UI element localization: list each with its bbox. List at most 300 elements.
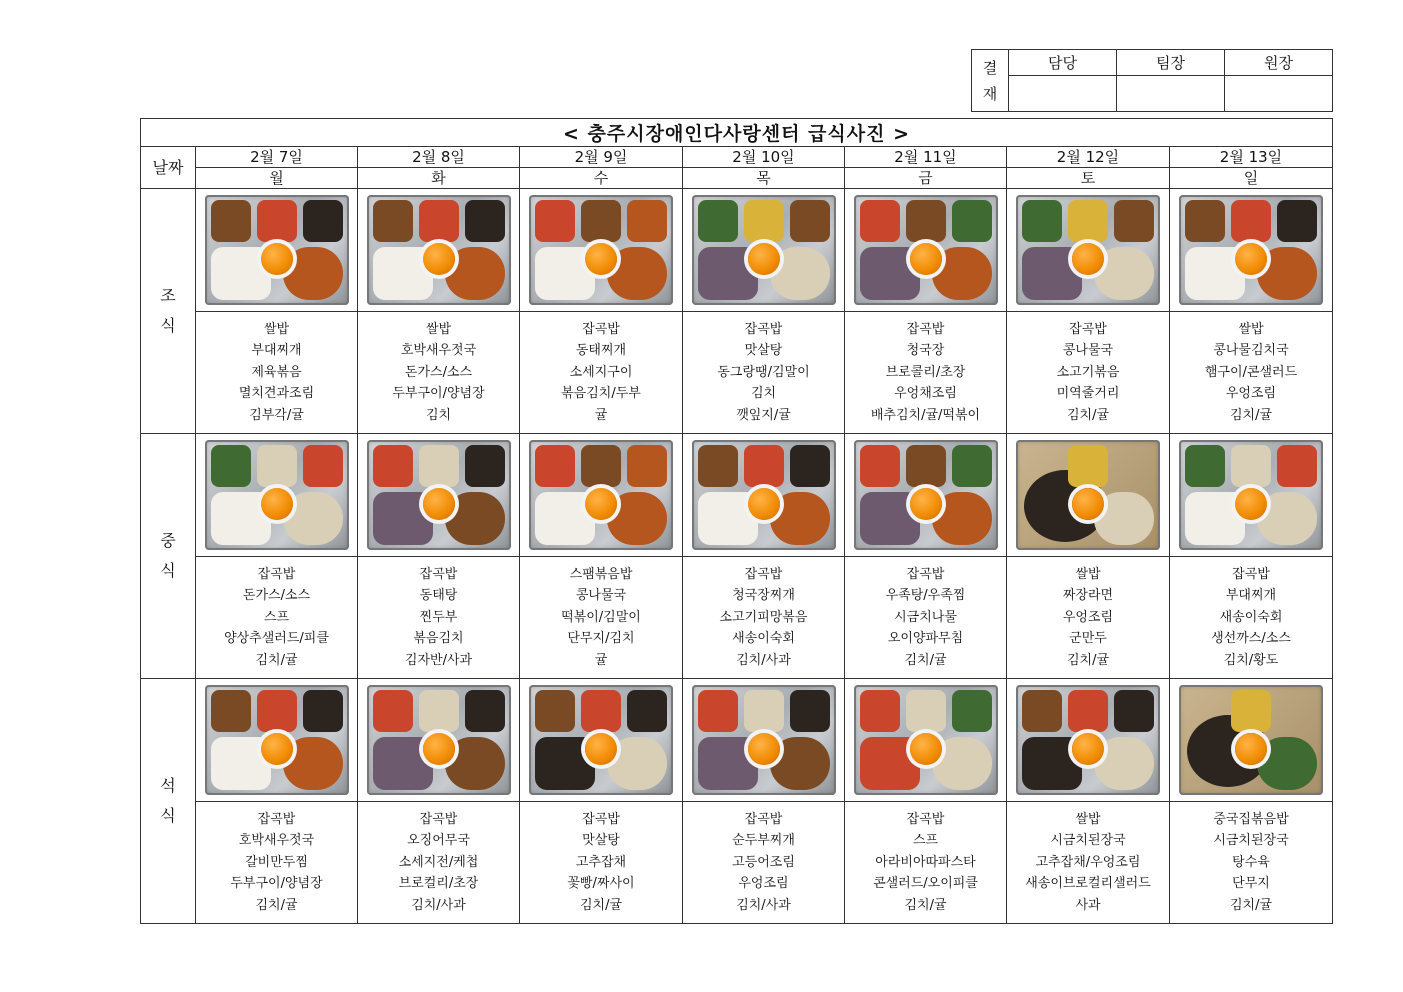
menu-list (520, 809, 682, 916)
dish-compartment (1231, 690, 1271, 732)
menu-item: 군만두 (1069, 631, 1107, 647)
menu-list (1007, 319, 1169, 426)
dish-compartment (1231, 200, 1271, 242)
menu-item: 동태탕 (419, 588, 458, 604)
photo-cell (683, 679, 845, 802)
menu-list (845, 809, 1006, 916)
menu-item: 잡곡밥 (744, 811, 783, 827)
dish-compartment (744, 200, 784, 242)
fruit-bowl (910, 243, 942, 275)
meal-photo[interactable] (692, 685, 836, 795)
fruit-bowl (1235, 733, 1267, 765)
menu-item: 쌀밥 (1075, 566, 1101, 582)
menu-item: 맛살탕 (582, 833, 620, 849)
menu-cell (683, 557, 845, 679)
dish-compartment (419, 445, 459, 487)
menu-item: 김치/귤 (1066, 652, 1110, 668)
date-cell: 2월 8일 (358, 147, 520, 168)
menu-item: 동그랑땡/김말이 (717, 364, 810, 380)
dish-compartment (952, 690, 992, 732)
weekday-cell: 일 (1170, 168, 1333, 189)
meal-label-lunch (141, 434, 196, 679)
menu-item: 잡곡밥 (257, 566, 296, 582)
menu-cell (520, 312, 683, 434)
menu-list (358, 564, 519, 671)
menu-item: 청국장찌개 (732, 588, 795, 604)
weekday-cell: 금 (845, 168, 1007, 189)
menu-cell (845, 312, 1007, 434)
menu-cell (358, 557, 520, 679)
dish-compartment (744, 690, 784, 732)
menu-item: 잡곡밥 (906, 321, 945, 337)
menu-item: 김자반/사과 (404, 652, 473, 668)
menu-cell (196, 557, 358, 679)
dish-compartment (1068, 690, 1108, 732)
dish-compartment (465, 200, 505, 242)
menu-item: 김치/귤 (579, 897, 623, 913)
dish-compartment (257, 690, 297, 732)
menu-cell (845, 802, 1007, 924)
menu-item: 고추잡채 (575, 854, 627, 870)
meal-photo[interactable] (854, 685, 998, 795)
date-cell: 2월 11일 (845, 147, 1007, 168)
meal-photo[interactable] (854, 440, 998, 550)
fruit-bowl (910, 733, 942, 765)
meal-photo[interactable] (692, 195, 836, 305)
menu-item: 스프 (912, 833, 939, 849)
dish-compartment (303, 200, 343, 242)
meal-photo[interactable] (205, 195, 349, 305)
fruit-bowl (1072, 733, 1104, 765)
menu-item: 김치/귤 (904, 652, 947, 668)
date-cell: 2월 10일 (683, 147, 845, 168)
menu-item: 단무지/김치 (567, 631, 635, 647)
meal-label-text (141, 771, 195, 831)
dish-compartment (581, 445, 621, 487)
photo-cell (1007, 679, 1170, 802)
menu-item: 볶음김치 (413, 631, 464, 647)
menu-item: 김치/귤 (1229, 897, 1273, 913)
date-cell: 2월 9일 (520, 147, 683, 168)
menu-item: 쌀밥 (1075, 811, 1101, 827)
menu-item: 우엉조림 (1062, 609, 1114, 625)
meal-label-char: 식 (160, 316, 176, 335)
photo-cell (358, 189, 520, 312)
menu-item: 김치/귤 (904, 897, 947, 913)
dish-compartment (1068, 200, 1108, 242)
dish-compartment (1185, 445, 1225, 487)
menu-item: 꽃빵/짜사이 (567, 876, 635, 892)
approval-role-director: 원장 (1225, 50, 1333, 76)
meal-photo[interactable] (529, 440, 673, 550)
menu-item: 단무지 (1232, 876, 1270, 892)
date-cell: 2월 13일 (1170, 147, 1333, 168)
approval-label-bottom: 재 (982, 84, 998, 103)
menu-item: 콩나물국 (1062, 343, 1114, 359)
menu-item: 호박새우젓국 (238, 833, 315, 849)
menu-item: 갈비만두찜 (245, 854, 308, 870)
dish-compartment (465, 690, 505, 732)
menu-item: 브로컬리/초장 (398, 876, 479, 892)
meal-label-dinner (141, 679, 196, 924)
menu-item: 우족탕/우족찜 (885, 588, 966, 604)
approval-label (972, 50, 1009, 112)
menu-item: 잡곡밥 (744, 566, 783, 582)
fruit-bowl (261, 488, 293, 520)
menu-item: 김부각/귤 (249, 407, 304, 423)
menu-item: 소고기피망볶음 (719, 609, 808, 625)
dish-compartment (257, 445, 297, 487)
menu-item: 잡곡밥 (419, 811, 458, 827)
weekday-cell: 목 (683, 168, 845, 189)
menu-item: 김치 (425, 407, 452, 423)
menu-item: 고추잡채/우엉조림 (1035, 854, 1141, 870)
dish-compartment (373, 200, 413, 242)
meal-label-text (141, 281, 195, 341)
menu-item: 돈가스/소스 (404, 364, 473, 380)
dish-compartment (1277, 200, 1317, 242)
menu-cell (1170, 557, 1333, 679)
menu-item: 두부구이/양념장 (392, 386, 485, 402)
meal-photo-sheet (140, 118, 1333, 924)
menu-item: 김치/사과 (736, 897, 791, 913)
dish-compartment (906, 200, 946, 242)
menu-item: 햄구이/콘샐러드 (1204, 364, 1298, 380)
meal-photo[interactable] (205, 685, 349, 795)
photo-cell (358, 434, 520, 557)
menu-item: 순두부찌개 (732, 833, 795, 849)
dish-compartment (790, 690, 830, 732)
menu-cell (196, 802, 358, 924)
photo-cell (683, 434, 845, 557)
meal-photo[interactable] (367, 440, 511, 550)
photo-cell (196, 434, 358, 557)
dish-compartment (1185, 200, 1225, 242)
meal-label-char: 조 (160, 286, 176, 305)
menu-item: 짜장라면 (1062, 588, 1114, 604)
dish-compartment (860, 690, 900, 732)
weekday-cell: 월 (196, 168, 358, 189)
menu-item: 우엉조림 (1225, 386, 1277, 402)
dish-compartment (211, 200, 251, 242)
menu-list (1007, 564, 1169, 671)
dish-compartment (627, 690, 667, 732)
menu-item: 소세지구이 (569, 364, 633, 380)
menu-item: 잡곡밥 (906, 811, 945, 827)
fruit-bowl (585, 488, 617, 520)
menu-item: 잡곡밥 (1069, 321, 1107, 337)
fruit-bowl (423, 243, 455, 275)
menu-item: 시금치된장국 (1213, 833, 1289, 849)
dish-compartment (211, 690, 251, 732)
dish-compartment (419, 690, 459, 732)
photo-cell (1170, 189, 1333, 312)
meal-photo[interactable] (529, 685, 673, 795)
menu-item: 부대찌개 (1225, 588, 1277, 604)
dish-compartment (581, 690, 621, 732)
menu-item: 소세지전/케첩 (398, 854, 479, 870)
dish-compartment (952, 445, 992, 487)
menu-item: 맛살탕 (744, 343, 783, 359)
meal-photo[interactable] (1016, 685, 1160, 795)
date-cell: 2월 12일 (1007, 147, 1170, 168)
menu-list (520, 319, 682, 426)
menu-item: 부대찌개 (251, 343, 302, 359)
menu-item: 생선까스/소스 (1211, 631, 1291, 647)
dish-compartment (1114, 690, 1154, 732)
menu-item: 브로콜리/초장 (885, 364, 966, 380)
menu-item: 동태찌개 (575, 343, 627, 359)
menu-item: 잡곡밥 (582, 321, 620, 337)
dish-compartment (1022, 690, 1062, 732)
dish-compartment (465, 445, 505, 487)
photo-cell (196, 679, 358, 802)
photo-cell (358, 679, 520, 802)
approval-role-manager: 담당 (1009, 50, 1117, 76)
dish-compartment (698, 200, 738, 242)
fruit-bowl (423, 488, 455, 520)
fruit-bowl (748, 733, 780, 765)
menu-cell (1170, 802, 1333, 924)
date-header-label: 날짜 (141, 147, 196, 189)
meal-photo[interactable] (529, 195, 673, 305)
fruit-bowl (261, 733, 293, 765)
dish-compartment (627, 445, 667, 487)
menu-list (1170, 564, 1332, 671)
dish-compartment (303, 445, 343, 487)
menu-item: 우엉채조림 (894, 386, 957, 402)
meal-label-char: 석 (160, 776, 176, 795)
menu-item: 김치/귤 (1066, 407, 1110, 423)
menu-item: 떡볶이/김말이 (561, 609, 641, 625)
dish-compartment (906, 445, 946, 487)
photo-cell (520, 189, 683, 312)
menu-item: 김치 (750, 386, 777, 402)
meal-label-char: 식 (160, 806, 176, 825)
meal-label-breakfast (141, 189, 196, 434)
menu-item: 김치/귤 (255, 897, 298, 913)
dish-compartment (419, 200, 459, 242)
menu-item: 양상추샐러드/피클 (224, 631, 329, 647)
menu-item: 시금치된장국 (1050, 833, 1126, 849)
menu-cell (845, 557, 1007, 679)
dish-compartment (535, 200, 575, 242)
dish-compartment (906, 690, 946, 732)
meal-photo[interactable] (1179, 440, 1323, 550)
approval-label-top: 결 (982, 58, 998, 77)
approval-sign-director[interactable] (1225, 75, 1333, 111)
date-cell: 2월 7일 (196, 147, 358, 168)
menu-cell (683, 312, 845, 434)
dish-compartment (257, 200, 297, 242)
menu-item: 제육볶음 (251, 364, 302, 380)
menu-list (196, 809, 357, 916)
menu-item: 콘샐러드/오이피클 (873, 876, 978, 892)
menu-item: 잡곡밥 (582, 811, 620, 827)
menu-list (520, 564, 682, 671)
fruit-bowl (585, 243, 617, 275)
dish-compartment (698, 445, 738, 487)
dish-compartment (535, 445, 575, 487)
photo-cell (1007, 434, 1170, 557)
fruit-bowl (1235, 243, 1267, 275)
menu-item: 사과 (1075, 897, 1101, 913)
dish-compartment (373, 445, 413, 487)
approval-sign-manager[interactable] (1009, 75, 1117, 111)
fruit-bowl (423, 733, 455, 765)
photo-cell (683, 189, 845, 312)
menu-cell (196, 312, 358, 434)
weekday-cell: 수 (520, 168, 683, 189)
menu-item: 호박새우젓국 (400, 343, 477, 359)
photo-cell (1170, 679, 1333, 802)
fruit-bowl (1072, 488, 1104, 520)
weekday-cell: 토 (1007, 168, 1170, 189)
menu-item: 김치/사과 (411, 897, 466, 913)
menu-cell (1007, 802, 1170, 924)
approval-role-team-lead: 팀장 (1117, 50, 1225, 76)
dish-compartment (211, 445, 251, 487)
fruit-bowl (748, 488, 780, 520)
fruit-bowl (910, 488, 942, 520)
menu-cell (520, 557, 683, 679)
menu-list (1170, 809, 1332, 916)
photo-cell (845, 679, 1007, 802)
photo-cell (520, 679, 683, 802)
dish-compartment (744, 445, 784, 487)
menu-item: 김치/귤 (1229, 407, 1273, 423)
menu-list (683, 809, 844, 916)
menu-item: 돈가스/소스 (242, 588, 311, 604)
meal-photo[interactable] (1179, 685, 1323, 795)
menu-cell (1007, 557, 1170, 679)
menu-item: 탕수육 (1232, 854, 1270, 870)
dish-compartment (790, 200, 830, 242)
menu-item: 깻잎지/귤 (736, 407, 791, 423)
menu-item: 배추김치/귤/떡볶이 (870, 407, 981, 423)
menu-cell (1170, 312, 1333, 434)
dish-compartment (535, 690, 575, 732)
dish-compartment (1231, 445, 1271, 487)
photo-cell (1007, 189, 1170, 312)
menu-item: 미역줄거리 (1056, 386, 1120, 402)
menu-item: 잡곡밥 (906, 566, 945, 582)
menu-cell (358, 802, 520, 924)
menu-cell (358, 312, 520, 434)
menu-item: 잡곡밥 (257, 811, 296, 827)
fruit-bowl (261, 243, 293, 275)
menu-item: 찐두부 (419, 609, 458, 625)
dish-compartment (698, 690, 738, 732)
meal-label-char: 중 (160, 531, 176, 550)
photo-cell (845, 434, 1007, 557)
menu-item: 청국장 (906, 343, 945, 359)
fruit-bowl (585, 733, 617, 765)
menu-item: 쌀밥 (263, 321, 290, 337)
meal-label-char: 식 (160, 561, 176, 580)
menu-list (845, 319, 1006, 426)
menu-item: 잡곡밥 (1232, 566, 1270, 582)
photo-cell (520, 434, 683, 557)
menu-list (196, 319, 357, 426)
menu-item: 스프 (263, 609, 290, 625)
dish-compartment (860, 200, 900, 242)
menu-list (845, 564, 1006, 671)
menu-list (358, 319, 519, 426)
photo-cell (1170, 434, 1333, 557)
dish-compartment (303, 690, 343, 732)
fruit-bowl (1072, 243, 1104, 275)
menu-item: 김치/사과 (736, 652, 791, 668)
meal-photo[interactable] (205, 440, 349, 550)
menu-cell (1007, 312, 1170, 434)
menu-list (358, 809, 519, 916)
menu-cell (520, 802, 683, 924)
menu-item: 새송이숙회 (1219, 609, 1283, 625)
menu-item: 새송이숙회 (732, 631, 795, 647)
menu-item: 쌀밥 (1238, 321, 1264, 337)
meal-photo[interactable] (1016, 440, 1160, 550)
meal-photo[interactable] (854, 195, 998, 305)
weekday-cell: 화 (358, 168, 520, 189)
menu-item: 아라비아따파스타 (875, 854, 976, 870)
menu-item: 소고기볶음 (1056, 364, 1120, 380)
dish-compartment (952, 200, 992, 242)
dish-compartment (1277, 445, 1317, 487)
menu-item: 귤 (594, 407, 608, 423)
dish-compartment (1114, 200, 1154, 242)
menu-item: 잡곡밥 (419, 566, 458, 582)
menu-item: 김치/황도 (1223, 652, 1279, 668)
menu-item: 오징어무국 (407, 833, 470, 849)
menu-list (1170, 319, 1332, 426)
dish-compartment (373, 690, 413, 732)
menu-list (683, 319, 844, 426)
dish-compartment (790, 445, 830, 487)
menu-item: 두부구이/양념장 (230, 876, 323, 892)
approval-sign-team-lead[interactable] (1117, 75, 1225, 111)
meal-photo[interactable] (367, 195, 511, 305)
menu-list (196, 564, 357, 671)
meal-photo[interactable] (1179, 195, 1323, 305)
meal-photo[interactable] (367, 685, 511, 795)
menu-item: 시금치나물 (894, 609, 957, 625)
approval-box (971, 49, 1333, 112)
menu-item: 볶음김치/두부 (561, 386, 641, 402)
photo-cell (845, 189, 1007, 312)
menu-list (1007, 809, 1169, 916)
menu-item: 오이양파무침 (887, 631, 964, 647)
menu-item: 새송이브로컬리샐러드 (1025, 876, 1151, 892)
menu-item: 멸치견과조림 (238, 386, 315, 402)
menu-item: 고등어조림 (732, 854, 795, 870)
dish-compartment (581, 200, 621, 242)
menu-item: 콩나물김치국 (1213, 343, 1289, 359)
menu-item: 김치/귤 (255, 652, 298, 668)
meal-photo[interactable] (692, 440, 836, 550)
meal-label-text (141, 526, 195, 586)
meal-photo[interactable] (1016, 195, 1160, 305)
fruit-bowl (748, 243, 780, 275)
dish-compartment (860, 445, 900, 487)
menu-item: 귤 (594, 652, 608, 668)
menu-cell (683, 802, 845, 924)
menu-item: 쌀밥 (425, 321, 452, 337)
menu-item: 스팸볶음밥 (569, 566, 633, 582)
dish-compartment (627, 200, 667, 242)
menu-item: 잡곡밥 (744, 321, 783, 337)
menu-item: 우엉조림 (738, 876, 789, 892)
